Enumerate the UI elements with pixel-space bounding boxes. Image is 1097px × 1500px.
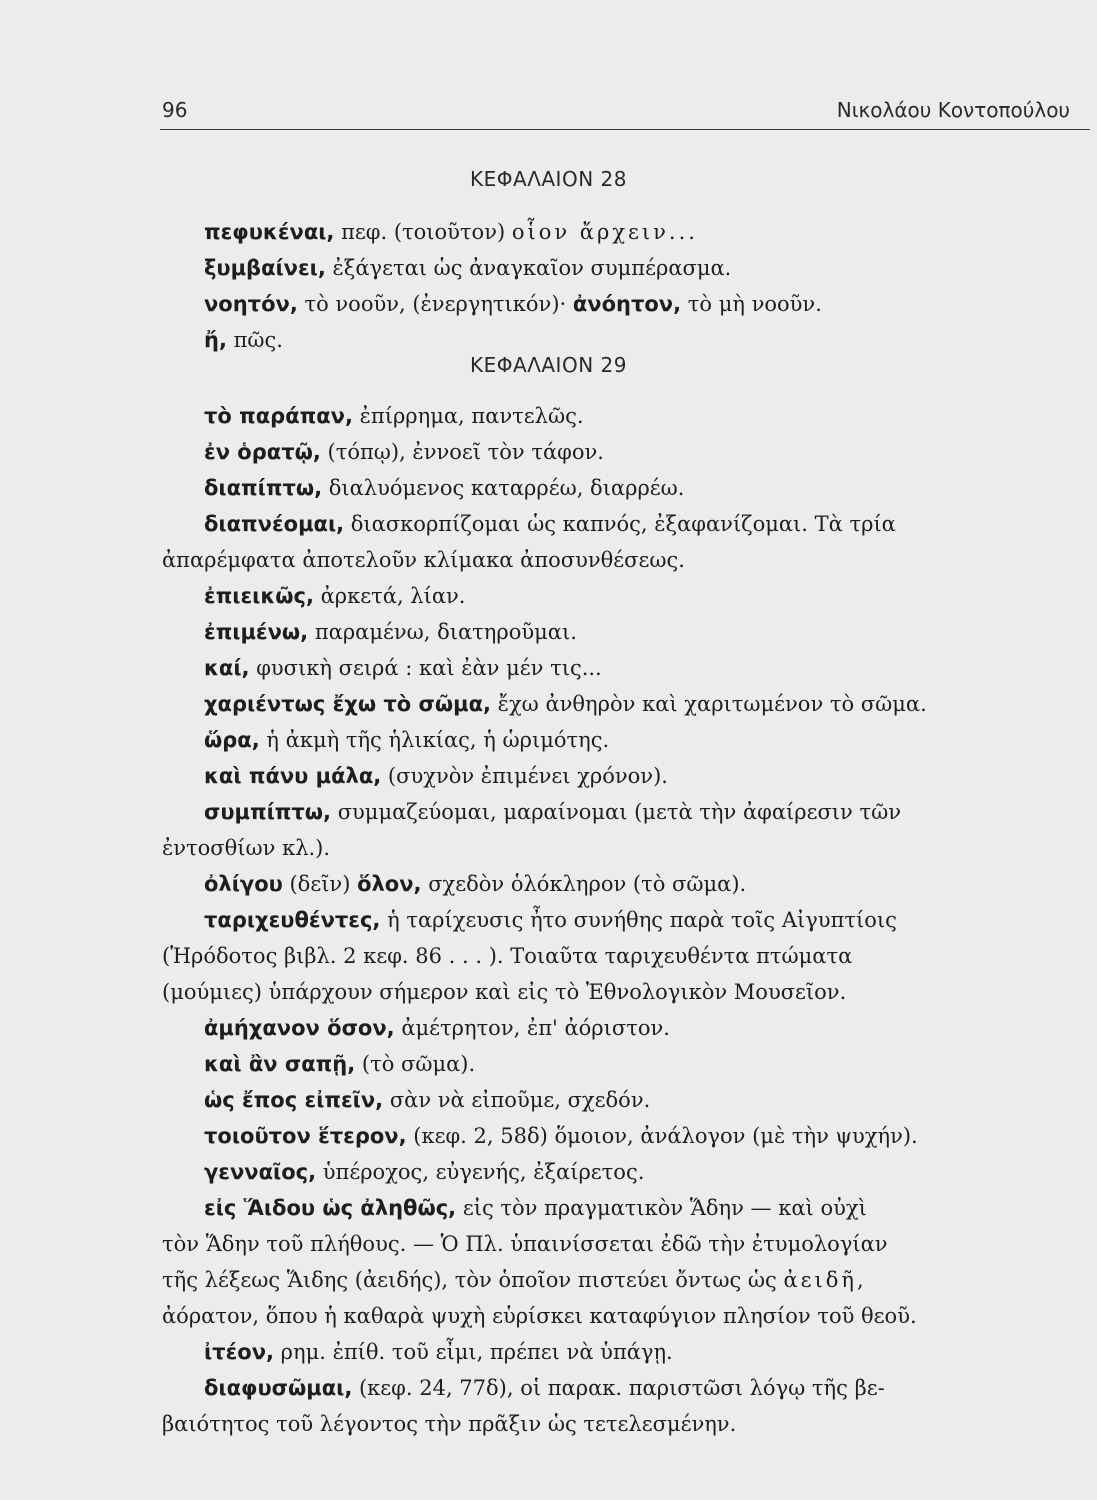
gloss-term: χαριέντως ἔχω τὸ σῶμα, [204, 692, 491, 716]
gloss-term: διαπίπτω, [204, 476, 323, 500]
gloss-term: ὅλον, [357, 872, 422, 896]
header-rule [160, 129, 1090, 130]
gloss-term: ὡς ἔπος εἰπεῖν, [204, 1088, 384, 1112]
gloss-term: ἐν ὁρατῷ, [204, 440, 321, 464]
gloss-line: καὶ ἂν σαπῇ, (τὸ σῶμα). [204, 1052, 476, 1076]
gloss-line: τοιοῦτον ἕτερον, (κεφ. 2, 58δ) ὅμοιον, ἀνάλογον (μὲ τὴν ψυχήν). [204, 1124, 918, 1148]
gloss-line: ἀπαρέμφατα ἀποτελοῦν κλίμακα ἀποσυνθέσεως. [162, 548, 685, 572]
gloss-term: ἀνόητον, [572, 292, 682, 316]
gloss-line: τῆς λέξεως Ἅιδης (ἀειδής), τὸν ὁποῖον πιστεύει ὄντως ὡς ἀειδῆ, [162, 1268, 867, 1292]
gloss-line: ἀόρατον, ὅπου ἡ καθαρὰ ψυχὴ εὑρίσκει καταφύγιον πλησίον τοῦ θεοῦ. [162, 1304, 917, 1328]
gloss-line: ἰτέον, ρημ. ἐπίθ. τοῦ εἶμι, πρέπει νὰ ὑπάγῃ. [204, 1340, 673, 1364]
gloss-line: τὸ παράπαν, ἐπίρρημα, παντελῶς. [204, 404, 584, 428]
author-name: Νικολάου Κοντοπούλου [836, 98, 1070, 122]
gloss-term: ἐπιεικῶς, [204, 584, 314, 608]
gloss-line: συμπίπτω, συμμαζεύομαι, μαραίνομαι (μετὰ τὴν ἀφαίρεσιν τῶν [204, 800, 901, 824]
gloss-line: ἐν ὁρατῷ, (τόπῳ), ἐννοεῖ τὸν τάφον. [204, 440, 604, 464]
gloss-term: ἰτέον, [204, 1340, 274, 1364]
gloss-term: ἀμήχανον ὅσον, [204, 1016, 395, 1040]
gloss-line: διαφυσῶμαι, (κεφ. 24, 77δ), οἱ παρακ. παριστῶσι λόγῳ τῆς βε- [204, 1376, 885, 1400]
gloss-term: εἰς Ἅιδου ὡς ἀληθῶς, [204, 1196, 457, 1220]
gloss-line: βαιότητος τοῦ λέγοντος τὴν πρᾶξιν ὡς τετελεσμένην. [162, 1412, 737, 1436]
gloss-term: ἤ, [204, 328, 227, 352]
gloss-line: εἰς Ἅιδου ὡς ἀληθῶς, εἰς τὸν πραγματικὸν Ἅδην — καὶ οὐχὶ [204, 1196, 867, 1220]
gloss-line: ἐπιμένω, παραμένω, διατηροῦμαι. [204, 620, 577, 644]
gloss-line: ἀμήχανον ὅσον, ἀμέτρητον, ἐπ' ἀόριστον. [204, 1016, 670, 1040]
gloss-line: καὶ πάνυ μάλα, (συχνὸν ἐπιμένει χρόνον). [204, 764, 668, 788]
gloss-line: νοητόν, τὸ νοοῦν, (ἐνεργητικόν)· ἀνόητον, τὸ μὴ νοοῦν. [204, 292, 822, 316]
gloss-term: ὀλίγου [204, 872, 283, 896]
gloss-term: ξυμβαίνει, [204, 256, 326, 280]
page-number: 96 [162, 98, 188, 122]
spaced-quote: οἷον ἄρχειν... [511, 220, 698, 244]
gloss-term: γενναῖος, [204, 1160, 317, 1184]
gloss-term: τοιοῦτον ἕτερον, [204, 1124, 407, 1148]
gloss-term: πεφυκέναι, [204, 220, 335, 244]
gloss-line: ταριχευθέντες, ἡ ταρίχευσις ἦτο συνήθης παρὰ τοῖς Αἰγυπτίοις [204, 908, 897, 932]
gloss-line: ὥρα, ἡ ἀκμὴ τῆς ἡλικίας, ἡ ὡριμότης. [204, 728, 610, 752]
gloss-term: συμπίπτω, [204, 800, 332, 824]
gloss-line: ξυμβαίνει, ἐξάγεται ὡς ἀναγκαῖον συμπέρασμα. [204, 256, 732, 280]
gloss-term: διαφυσῶμαι, [204, 1376, 353, 1400]
gloss-term: διαπνέομαι, [204, 512, 345, 536]
gloss-line: διαπνέομαι, διασκορπίζομαι ὡς καπνός, ἐξαφανίζομαι. Τὰ τρία [204, 512, 896, 536]
gloss-term: καὶ πάνυ μάλα, [204, 764, 382, 788]
gloss-line: (μούμιες) ὑπάρχουν σήμερον καὶ εἰς τὸ Ἐθνολογικὸν Μουσεῖον. [162, 980, 847, 1004]
gloss-term: καὶ ἂν σαπῇ, [204, 1052, 356, 1076]
gloss-term: καί, [204, 656, 250, 680]
gloss-line: τὸν Ἅδην τοῦ πλήθους. — Ὁ Πλ. ὑπαινίσσεται ἐδῶ τὴν ἐτυμολογίαν [162, 1232, 888, 1256]
gloss-term: ὥρα, [204, 728, 260, 752]
gloss-line: ἐπιεικῶς, ἀρκετά, λίαν. [204, 584, 466, 608]
gloss-term: ἐπιμένω, [204, 620, 309, 644]
gloss-term: τὸ παράπαν, [204, 404, 353, 428]
running-header [160, 94, 1090, 128]
gloss-line: γενναῖος, ὑπέροχος, εὐγενής, ἐξαίρετος. [204, 1160, 645, 1184]
gloss-term: ταριχευθέντες, [204, 908, 381, 932]
gloss-line: ἐντοσθίων κλ.). [162, 836, 331, 860]
gloss-line: καί, φυσικὴ σειρά : καὶ ἐὰν μέν τις... [204, 656, 602, 680]
gloss-line: (Ἡρόδοτος βιβλ. 2 κεφ. 86 . . . ). Τοιαῦτα ταριχευθέντα πτώματα [162, 944, 853, 968]
gloss-line: ὀλίγου (δεῖν) ὅλον, σχεδὸν ὁλόκληρον (τὸ σῶμα). [204, 872, 747, 896]
spaced-quote: ἀειδῆ, [783, 1268, 867, 1292]
gloss-line: ὡς ἔπος εἰπεῖν, σὰν νὰ εἰποῦμε, σχεδόν. [204, 1088, 651, 1112]
chapter-heading: ΚΕΦΑΛΑΙΟΝ 28 [470, 167, 627, 191]
gloss-line: χαριέντως ἔχω τὸ σῶμα, ἔχω ἀνθηρὸν καὶ χαριτωμένον τὸ σῶμα. [204, 692, 927, 716]
gloss-term: νοητόν, [204, 292, 298, 316]
gloss-line: διαπίπτω, διαλυόμενος καταρρέω, διαρρέω. [204, 476, 685, 500]
chapter-heading: ΚΕΦΑΛΑΙΟΝ 29 [470, 353, 627, 377]
gloss-line: ἤ, πῶς. [204, 328, 283, 352]
gloss-line: πεφυκέναι, πεφ. (τοιοῦτον) οἷον ἄρχειν... [204, 220, 698, 244]
